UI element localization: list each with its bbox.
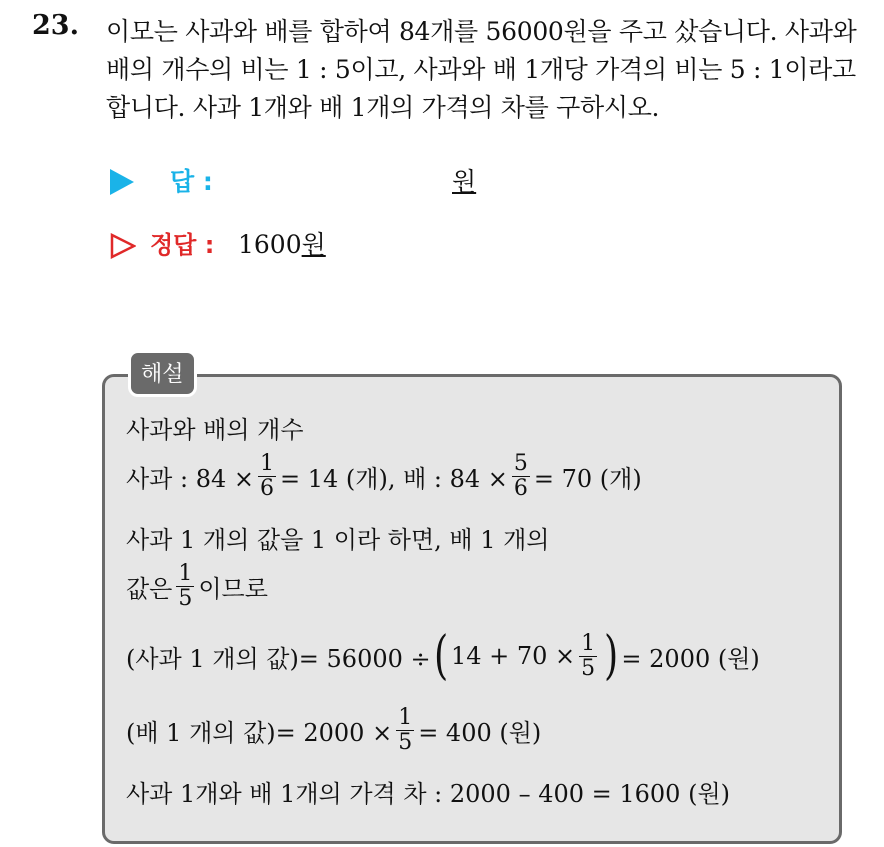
fraction: $\frac{5}{6}$	[513, 451, 528, 501]
fraction: $\frac{1}{5}$	[581, 630, 596, 681]
play-icon	[110, 169, 134, 195]
solution-tag: 해설	[128, 350, 197, 397]
fraction: $\frac{1}{6}$	[260, 451, 274, 501]
correct-answer-unit: 원	[301, 230, 326, 259]
solution-line-4: 값은 $\frac{1}{5}$ 이므로	[126, 561, 268, 611]
correct-answer-value: 1600원	[238, 230, 326, 259]
question-number: 23.	[32, 10, 79, 41]
fraction: $\frac{1}{5}$	[398, 705, 413, 755]
fraction: $\frac{1}{5}$	[178, 561, 193, 611]
question-line-3: 합니다. 사과 1개와 배 1개의 가격의 차를 구하시오.	[106, 93, 660, 122]
answer-row	[110, 162, 610, 198]
solution-line-7: 사과 1개와 배 1개의 가격 차 : 2000 – 400 = 1600 (원)	[126, 780, 730, 808]
question-line-1: 이모는 사과와 배를 합하여 84개를 56000원을 주고 샀습니다. 사과와	[106, 17, 857, 46]
solution-line-3: 사과 1 개의 값을 1 이라 하면, 배 1 개의	[126, 526, 550, 554]
correct-answer-row	[110, 225, 610, 261]
solution-line-6: (배 1 개의 값)= 2000 × $\frac{1}{5}$ = 400 (원)	[126, 705, 542, 755]
correct-answer-label: 정답 :	[150, 231, 215, 259]
question-line-2: 배의 개수의 비는 1 : 5이고, 사과와 배 1개당 가격의 비는 5 : 1이라고	[106, 55, 856, 84]
solution-line-1: 사과와 배의 개수	[126, 416, 304, 444]
answer-unit: 원	[452, 167, 477, 196]
answer-label: 답 :	[170, 167, 213, 196]
play-outline-icon	[110, 233, 136, 259]
solution-line-5: (사과 1 개의 값)= 56000 ÷ ( 14 + 70 × $\frac{1}{5}$ ) = 2000 (원)	[126, 626, 760, 686]
solution-line-2: 사과 : 84 × $\frac{1}{6}$ = 14 (개), 배 : 84 × $\frac{5}{6}$ = 70 (개)	[126, 451, 642, 501]
